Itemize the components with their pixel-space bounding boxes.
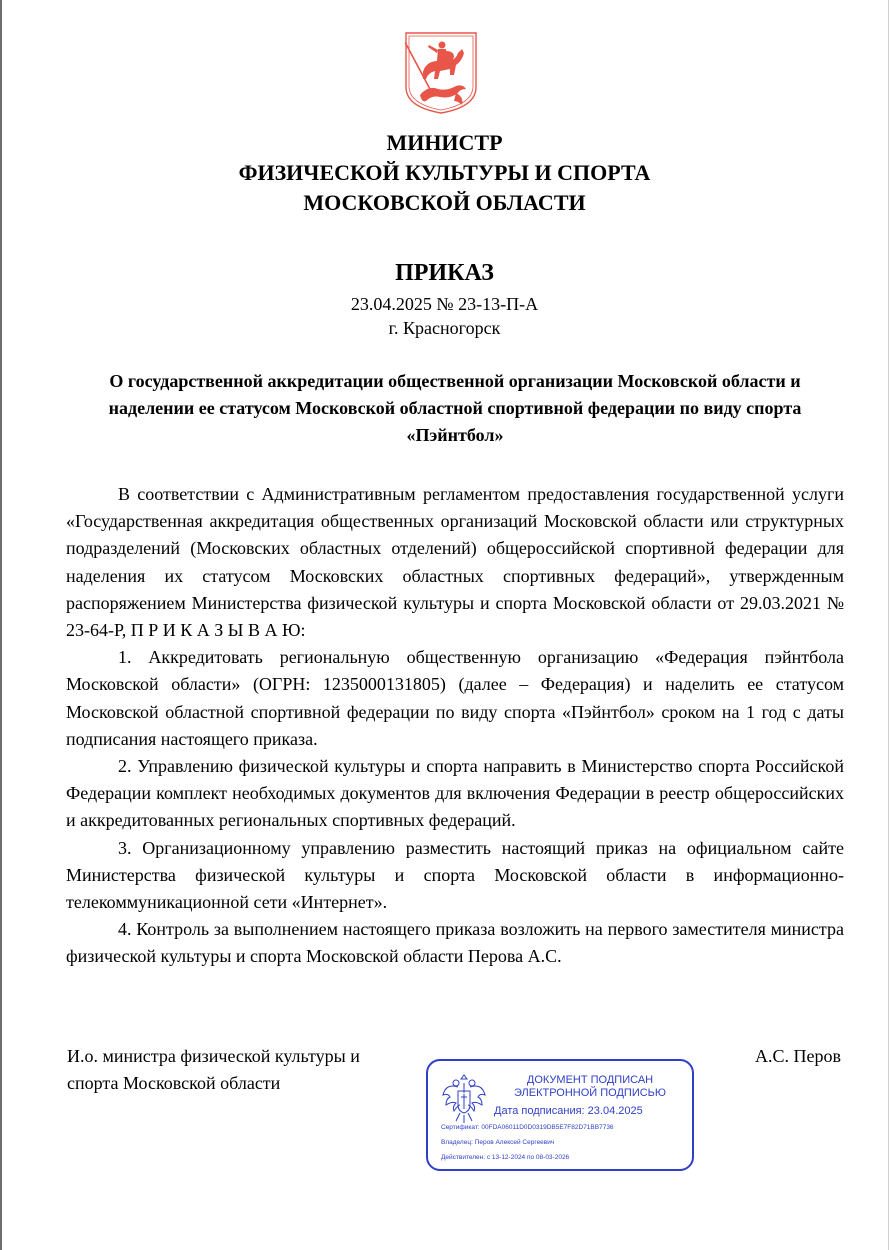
body-paragraph-item-3: 3. Организационному управлению разместить настоящий приказ на официальном сайте Министерства физической культуры и спорта Московской области в информационно-телекоммуникационной сети «Интернет». (66, 837, 844, 913)
signer-position (67, 1043, 427, 1097)
signer-position-line-1: И.о. министра физической культуры и (67, 1046, 360, 1066)
signer-position-line-2: спорта Московской области (67, 1073, 281, 1093)
body-paragraph-item-2: 2. Управлению физической культуры и спорта направить в Министерство спорта Российской Федерации комплект необходимых документов для включения Федерации в реестр общероссийских и аккредитованных региональных спортивных федераций. (66, 756, 844, 831)
ministry-title (0, 128, 889, 218)
document-body (66, 481, 844, 971)
stamp-title (492, 1074, 688, 1100)
ministry-line-1: МИНИСТР (386, 130, 503, 155)
signer-name: А.С. Перов (755, 1046, 841, 1066)
stamp-signed-date: Дата подписания: 23.04.2025 (494, 1105, 643, 1117)
document-meta (0, 292, 889, 340)
stamp-owner: Владелец: Перов Алексей Сергеевич (441, 1139, 555, 1146)
electronic-signature-stamp (426, 1059, 694, 1171)
moscow-oblast-coat-of-arms-icon (404, 31, 478, 115)
stamp-certificate: Сертификат: 00FDA06011D0D0319DB5E7F82D71BB7736 (441, 1124, 614, 1131)
stamp-validity: Действителен: с 13-12-2024 по 08-03-2026 (441, 1154, 570, 1161)
ministry-line-3: МОСКОВСКОЙ ОБЛАСТИ (303, 190, 586, 215)
document-date-number: 23.04.2025 № 23-13-П-А (350, 294, 539, 314)
document-subject: О государственной аккредитации общественной организации Московской области и наделении ее статусом Московской областной спортивной федерации по виду спорта «Пэйнтбол» (108, 371, 802, 445)
body-paragraph-preamble: В соответствии с Административным регламентом предоставления государственной услуги «Государственная аккредитация общественных организаций Московской области или структурных подразделений (Московских областных отделений) общероссийской спортивной федерации для наделения их статусом Московских областных спортивных федераций», утвержденным распоряжением Министерства физической культуры и спорта Московской области от 29.03.2021 № 23-64-Р, П Р И К А З Ы В А Ю: (66, 484, 844, 641)
body-paragraph-item-4: 4. Контроль за выполнением настоящего приказа возложить на первого заместителя министра физической культуры и спорта Московской области Перова А.С. (66, 919, 844, 967)
body-paragraph-item-1: 1. Аккредитовать региональную общественную организацию «Федерация пэйнтбола Московской области» (ОГРН: 1235000131805) (далее – Федерация) и наделить ее статусом Московской областной спортивной федерации по виду спорта «Пэйнтбол» сроком на 1 год с даты подписания настоящего приказа. (66, 647, 844, 749)
document-city: г. Красногорск (388, 318, 501, 338)
document-type: ПРИКАЗ (395, 260, 494, 286)
stamp-title-line-1: ДОКУМЕНТ ПОДПИСАН (526, 1074, 654, 1086)
russian-double-headed-eagle-icon (440, 1069, 488, 1125)
ministry-line-2: ФИЗИЧЕСКОЙ КУЛЬТУРЫ И СПОРТА (238, 160, 651, 185)
stamp-title-line-2: ЭЛЕКТРОННОЙ ПОДПИСЬЮ (513, 1087, 667, 1099)
